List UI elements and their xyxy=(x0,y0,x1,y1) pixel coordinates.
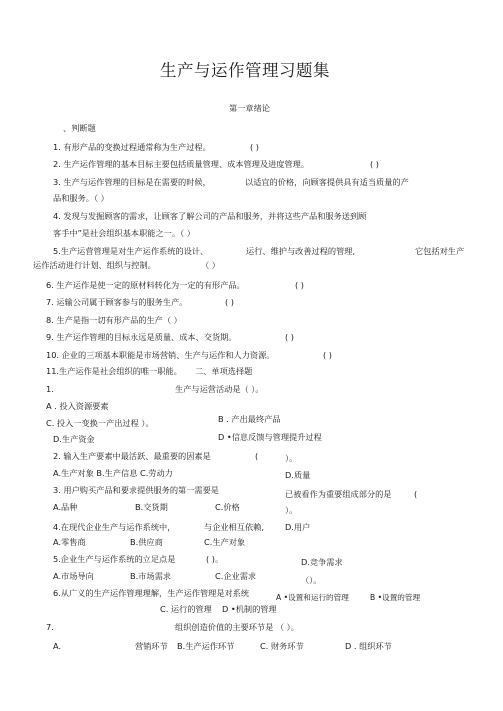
judge-q9-paren: ( ) xyxy=(285,332,294,342)
choice-q1-opt-d-left: D.生产资金 xyxy=(53,434,95,444)
choice-q2-stem: 2. 输入生产要素中最活跃、最重要的因素是 xyxy=(53,451,211,461)
choice-q5-opt-a: A.市场导向 xyxy=(53,571,94,581)
choice-q5-stem: 5.企业生产与运作系统的立足点是 xyxy=(53,554,176,564)
choice-q6-stem: 6.从广义的生产运作管理理解，生产运作管理是对系统 xyxy=(53,588,250,598)
choice-q3-opt-c: C.价格 xyxy=(215,502,240,512)
judge-q3-cont: 品和服务。（ ） xyxy=(53,193,109,203)
judge-q5-right: 它包括对生产 xyxy=(415,246,465,256)
judge-q4-cont: 客手中”是社会组织基本职能之一。（ ） xyxy=(53,228,195,238)
choice-q2-opts: A.生产对象 B.生产信息 C.劳动力 xyxy=(53,468,173,478)
choice-q4-opt-d: D.用户 xyxy=(285,522,311,532)
choice-q7-opt-d: D . 组织环节 xyxy=(345,641,392,651)
judge-q1: 1. 有形产品的变换过程通常称为生产过程。 xyxy=(53,142,211,152)
choice-q6-opt-d: D •机制的管理 xyxy=(222,604,277,614)
choice-q1-opt-b: B . 产出最终产品 xyxy=(218,414,281,424)
judge-q7: 7. 运输公司属于顾客参与的服务生产。 xyxy=(46,297,188,307)
judge-q6: 6. 生产运作是使一定的原材料转化为一定的有形产品。 xyxy=(46,280,245,290)
choice-q3-opt-b: B.交货期 xyxy=(135,502,168,512)
document-title: 生产与运作管理习题集 xyxy=(160,61,330,80)
judge-q3-mid: 以适宜的价格，向顾客提供具有适当质量的产 xyxy=(245,177,409,187)
judge-q3: 3. 生产与运作管理的目标是在需要的时候， xyxy=(53,177,211,187)
choice-q5-opt-d: D.竞争需求 xyxy=(301,557,343,567)
judge-q1-paren: ( ) xyxy=(250,142,259,152)
choice-q7-stem: 组织创造价值的主要环节是 （ ）。 xyxy=(175,622,299,632)
choice-q2-end: ）。 xyxy=(285,453,298,463)
choice-q3-end: ）。 xyxy=(285,505,298,515)
judge-q5: 5.生产运营管理是对生产运作系统的设计、 xyxy=(53,246,209,256)
choice-q3-paren: ( xyxy=(414,489,418,499)
choice-q1-opt-d-right: D •信息反馈与管理提升过程 xyxy=(218,432,322,442)
judge-q5-mid: 运行、维护与改善过程的管理, xyxy=(246,246,356,256)
choice-q4-stem: 4.在现代企业生产与运作系统中， xyxy=(53,522,176,532)
choice-q1-opt-a: A . 投入资源要素 xyxy=(46,401,109,411)
choice-q5-end: （）。 xyxy=(301,575,322,585)
choice-q6-opt-b: B •设置的管理 xyxy=(370,593,421,602)
choice-q3-opt-a: A.品种 xyxy=(53,502,78,512)
choice-q6-opt-c: C. 运行的管理 xyxy=(160,604,212,614)
choice-q1-stem: 生产与运营活动是（ ）。 xyxy=(175,384,264,394)
judge-q9: 9. 生产运作管理的目标永远是质量、成本、交货期。 xyxy=(46,332,237,342)
judge-q8: 8. 生产是指一切有形产品的生产（ ） xyxy=(46,315,182,325)
chapter-heading: 第一章绪论 xyxy=(229,103,270,113)
choice-q4-mid: 与企业相互依赖, xyxy=(204,522,264,532)
judge-q10: 10. 企业的三项基本职能是市场营销、生产与运作和人力资源。 xyxy=(46,350,275,360)
choice-q7-opt-a-text: 营销环节 xyxy=(135,641,168,651)
choice-q5-opt-b: B.市场需求 xyxy=(130,571,171,581)
choice-q7-opt-c: C. 财务环节 xyxy=(260,641,304,651)
judge-q10-paren: ( ) xyxy=(323,350,332,360)
choice-q5-paren: ( )。 xyxy=(206,554,224,564)
judge-q11: 11.生产运作是社会组织的唯一职能。 xyxy=(46,366,182,376)
choice-q3-stem: 3. 用户购买产品和要求提供服务的第一需要是 xyxy=(53,485,219,495)
choice-q1-num: 1. xyxy=(46,384,54,394)
choice-q2-opt-d: D.质量 xyxy=(285,470,311,480)
choice-q4-opt-c: C.生产对象 xyxy=(204,537,246,547)
judge-q2-paren: ( ) xyxy=(370,159,379,169)
choice-q7-opt-a: A. xyxy=(53,641,62,651)
choice-q5-opt-c: C.企业需求 xyxy=(215,571,257,581)
section-heading-judge: 、判断题 xyxy=(63,123,96,133)
choice-q2-paren: ( xyxy=(255,451,259,461)
choice-q6-opt-a: A •设置和运行的管理 xyxy=(276,593,349,602)
choice-q4-opt-a: A.零售商 xyxy=(53,537,86,547)
choice-q1-opt-c: C. 投入一变换一产出过程 ）。 xyxy=(46,418,154,428)
judge-q6-paren: ( ) xyxy=(295,280,304,290)
judge-q5-cont: 运作活动进行计划、组织与控制。 xyxy=(33,260,156,270)
choice-q3-right: 已被看作为重要组成部分的是 xyxy=(285,489,392,499)
section-heading-choice: 二、单项选择题 xyxy=(195,366,253,376)
judge-q5-paren: （ ） xyxy=(201,260,220,270)
judge-q4: 4. 发现与发掘顾客的需求，让顾客了解公司的产品和服务，并将这些产品和服务送到顾 xyxy=(53,211,367,221)
choice-q4-opt-b: B.供应商 xyxy=(130,537,163,547)
judge-q2: 2. 生产运作管理的基本目标主要包括质量管理、成本管理及进度管理。 xyxy=(53,159,310,169)
judge-q7-paren: ( ) xyxy=(225,297,234,307)
choice-q7-opt-b: B.生产运作环节 xyxy=(177,641,235,651)
choice-q7-num: 7. xyxy=(46,622,54,632)
